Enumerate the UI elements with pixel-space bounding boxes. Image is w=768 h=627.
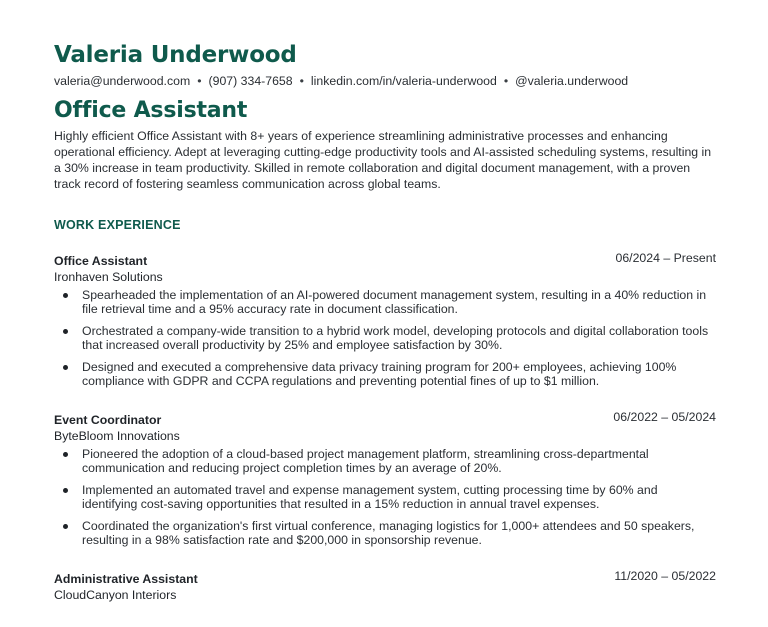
job-title: Administrative Assistant [54, 571, 198, 586]
work-experience-heading: WORK EXPERIENCE [54, 217, 181, 232]
role-title: Office Assistant [54, 98, 248, 123]
job-entry [54, 250, 716, 389]
social-handle: @valeria.underwood [515, 74, 629, 88]
separator-dot: • [503, 74, 509, 88]
job-entry [54, 568, 716, 603]
company-name: ByteBloom Innovations [54, 428, 180, 443]
bullet-item: Spearheaded the implementation of an AI-powered document management system, resulting in a 40% reduction in file retrieval time and a 95% accuracy rate in document classification. [54, 288, 716, 317]
job-dates: 06/2022 – 05/2024 [613, 409, 716, 424]
job-title: Office Assistant [54, 253, 148, 268]
separator-dot: • [299, 74, 304, 88]
job-dates: 11/2020 – 05/2022 [614, 568, 716, 583]
bullet-item: Coordinated the organization's first virtual conference, managing logistics for 1,000+ attendees and 50 speakers, resulting in a 98% satisfaction rate and $200,000 in sponsorship revenue. [54, 519, 716, 548]
job-title: Event Coordinator [54, 412, 162, 427]
professional-summary: Highly efficient Office Assistant with 8+ years of experience streamlining administrative processes and enhancing operational efficiency. Adept at leveraging cutting-edge productivity tools and AI-assisted scheduling systems, resulting in a 30% increase in team productivity. Skilled in remote collaboration and digital document management, with a proven track record of fostering seamless communication across global teams. [54, 129, 712, 191]
bullet-item: Orchestrated a company-wide transition to a hybrid work model, developing protocols and digital collaboration tools that increased overall productivity by 25% and employee satisfaction by 30%. [54, 324, 716, 353]
email-link[interactable]: valeria@underwood.com [54, 74, 191, 88]
resume-page [54, 40, 716, 603]
bullet-item: Implemented an automated travel and expense management system, cutting processing time by 60% and identifying cost-saving opportunities that resulted in a 15% reduction in annual travel expenses. [54, 483, 716, 512]
job-entry [54, 409, 716, 548]
phone-text: (907) 334-7658 [208, 74, 293, 88]
job-header [54, 568, 716, 584]
job-dates: 06/2024 – Present [615, 250, 716, 265]
job-bullets [54, 447, 716, 548]
company-name: Ironhaven Solutions [54, 269, 163, 284]
job-header [54, 409, 716, 425]
job-header [54, 250, 716, 266]
company-name: CloudCanyon Interiors [54, 587, 177, 602]
separator-dot: • [197, 74, 202, 88]
linkedin-link[interactable]: linkedin.com/in/valeria-underwood [310, 74, 497, 88]
job-bullets [54, 288, 716, 389]
bullet-item: Pioneered the adoption of a cloud-based project management platform, streamlining cross-departmental communication and reducing project completion times by an average of 20%. [54, 447, 716, 476]
bullet-item: Designed and executed a comprehensive data privacy training program for 200+ employees, achieving 100% compliance with GDPR and CCPA regulations and preventing potential fines of up to $1 million. [54, 360, 716, 389]
contact-line [54, 73, 716, 89]
candidate-name: Valeria Underwood [54, 42, 297, 68]
